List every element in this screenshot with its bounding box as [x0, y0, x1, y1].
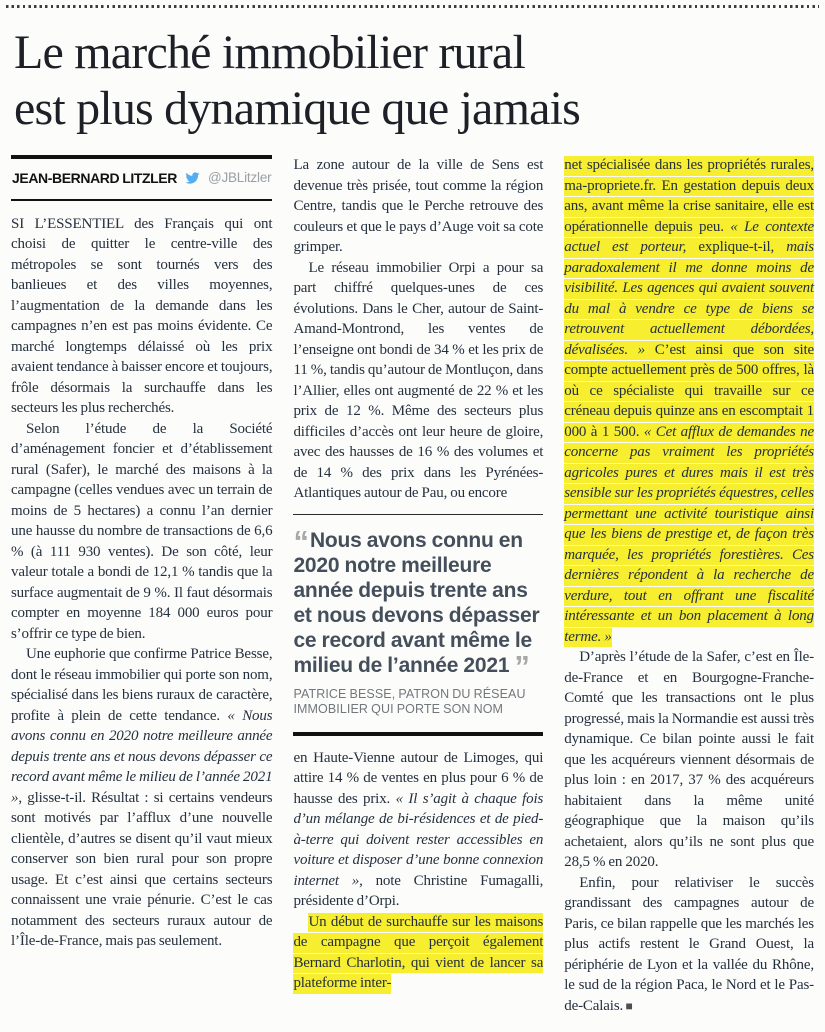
text-segment: « Nous avons connu en 2020 notre meilleure année depuis trente ans et nous devons dépasser ce record avant même le milieu de l’année 2021 » — [11, 707, 273, 806]
highlighted-text-segment: explique-t-il, — [698, 238, 786, 258]
article-headline — [0, 0, 825, 137]
article-paragraph — [11, 214, 272, 419]
highlighted-text-segment: net spécialisée dans les propriétés rurales, ma-propriete.fr. En gestation depuis deux ans, avant même la crise sanitaire, elle est opérationnelle depuis peu. — [564, 156, 814, 237]
article-paragraph — [293, 155, 543, 258]
column-2-paragraphs-bottom — [293, 748, 543, 994]
text-segment: La zone autour de la ville de Sens est devenue très prisée, tout comme la région Centre, tandis que le Perche retrouve des couleurs et que le pays d’Auge voit sa cote grimper. — [293, 157, 544, 255]
twitter-handle-link[interactable]: @JBLitzler — [207, 170, 272, 185]
article-paragraph — [293, 748, 543, 912]
pull-quote-body: Nous avons connu en 2020 notre meilleure année depuis trente ans et nous devons dépasser ce record avant même le milieu de l’année 2021 — [293, 528, 540, 677]
highlighted-text-segment: Un début de surchauffe sur les maisons de campagne que perçoit également Bernard Charlotin, qui vient de lancer sa plateforme inter- — [293, 913, 543, 994]
column-1-paragraphs — [11, 214, 272, 952]
article-paragraph — [293, 912, 543, 994]
text-segment: Le réseau immobilier Orpi a pour sa part chiffré quelques-unes de ces évolutions. Dans le Cher, autour de Saint-Amand-Montrond, les ventes de l’enseigne ont bondi de 34 % et les prix de 11 %, tandis qu’autour de Montluçon, dans l’Allier, elles ont augmenté de 22 % et les prix de 12 %. Même des secteurs plus difficiles d’accès ont leur heure de gloire, avec des hausses de 16 % des volumes et de 14 % des prix dans les Pyrénées-Atlantiques autour de Pau, ou encore — [293, 259, 544, 501]
text-segment: , note Christine Fumagalli, présidente d’Orpi. — [293, 872, 544, 909]
highlighted-text-segment: « Le contexte actuel est porteur, — [564, 218, 814, 258]
text-segment: Une euphorie que confirme Patrice Besse, dont le réseau immobilier qui porte son nom, spécialisé dans les biens ruraux de caractère, profite à plein de cette tendance. — [11, 646, 273, 724]
article-paragraph — [564, 647, 814, 873]
article-paragraph — [564, 155, 814, 647]
close-quote-icon: ” — [514, 648, 528, 684]
headline-line-2: est plus dynamique que jamais — [14, 82, 581, 135]
column-3 — [564, 155, 814, 1016]
highlighted-text-segment: mais paradoxalement il me donne moins de visibilité. Les agences qui avaient souvent du mal à vendre ce type de biens se retrouvent actuellement débordées, dévalisées. » — [564, 238, 814, 360]
column-2-paragraphs-top — [293, 155, 543, 504]
article-paragraph — [564, 873, 814, 1017]
headline-line-1: Le marché immobilier rural — [14, 26, 525, 79]
article-paragraph — [11, 419, 272, 645]
top-dotted-rule — [6, 5, 819, 8]
text-segment: « Il s’agit à chaque fois d’un mélange de bi-résidences et de pied-à-terre qui doivent rester accessibles en voiture et disposer d’une bonne connexion internet » — [293, 790, 544, 889]
end-of-article-mark: ■ — [623, 998, 633, 1013]
text-segment: Enfin, pour relativiser le succès grandissant des campagnes autour de Paris, ce bilan rappelle que les marchés les plus actifs restent le Grand Ouest, la périphérie de Lyon et la vallée du Rhône, le sud de la région Paca, le Nord et le Pas-de-Calais. — [564, 874, 814, 1014]
column-1 — [11, 155, 272, 1016]
article-paragraph — [293, 258, 543, 504]
article-paragraph — [11, 644, 272, 952]
author-name: JEAN-BERNARD LITZLER — [12, 170, 177, 186]
text-segment: en Haute-Vienne autour de Limoges, qui attire 14 % de ventes en plus pour 6 % de hausse des prix. — [293, 749, 544, 807]
text-segment: Selon l’étude de la Société d’aménagement foncier et d’établissement rural (Safer), le marché des maisons à la campagne (celles vendues avec un terrain de moins de 5 hectares) a connu l’an dernier une hausse du nombre de transactions de 6,6 % (à 111 930 ventes). De son côté, leur valeur totale a bondi de 12,1 % tandis que la surface augmentait de 9 %. Il faut désormais compter en moyenne 184 000 euros pour s’offrir ce type de bien. — [11, 420, 273, 642]
twitter-bird-icon — [184, 171, 201, 185]
text-segment: SI L’ESSENTIEL des Français qui ont choisi de quitter le centre-ville des métropoles se sont tournés vers des banlieues et des villes moyennes, l’augmentation de la demande dans les campagnes n’en est pas moins évidente. Ce marché longtemps délaissé où les prix avaient tendance à baisser encore et toujours, frôle désormais la surchauffe dans les secteurs les plus recherchés. — [11, 215, 273, 416]
column-2 — [293, 155, 543, 1016]
pull-quote-text — [293, 523, 543, 684]
article-columns — [0, 155, 825, 1016]
highlighted-text-segment: « Cet afflux de demandes ne concerne pas vraiment les propriétés agricoles pures et dures mais il est très sensible sur les propriétés équestres, celles permettant une activité touristique ainsi que les biens de prestige et, de façon très marquée, les propriétés forestières. Ces dernières répondent à la recherche de verdure, tout en offrant une fiscalité intéressante et un bon placement à long terme. » — [564, 423, 814, 648]
highlighted-text-segment: C’est ainsi que son site compte actuellement près de 500 offres, là où ce spécialiste qui travaille sur ce créneau depuis quinze ans en escomptait 1 000 à 1 500. — [564, 341, 814, 443]
text-segment: , glisse-t-il. Résultat : si certains vendeurs sont motivés par l’afflux d’une nouvelle clientèle, d’autres se disent qu’il vaut mieux conserver son bien rural pour son propre usage. Et c’est ainsi que certains secteurs connaissent une vraie pénurie. C’est le cas notamment des secteurs ruraux autour de l’Île-de-France, mais pas seulement. — [11, 789, 273, 949]
byline-block — [11, 155, 272, 201]
text-segment: D’après l’étude de la Safer, c’est en Île-de-France et en Bourgogne-Franche-Comté que les transactions ont le plus progressé, mais la Normandie est aussi très dynamique. Ce bilan pointe aussi le fait que les acquéreurs viennent désormais de plus loin : en 2017, 37 % des acquéreurs habitaient dans la même unité géographique que la maison qu’ils achetaient, alors qu’ils ne sont plus que 28,5 % en 2020. — [564, 649, 814, 870]
open-quote-icon: “ — [293, 523, 307, 559]
column-3-paragraphs — [564, 155, 814, 1016]
pull-quote-attribution: PATRICE BESSE, PATRON DU RÉSEAU IMMOBILIER QUI PORTE SON NOM — [293, 686, 526, 716]
pull-quote-block — [293, 514, 543, 736]
